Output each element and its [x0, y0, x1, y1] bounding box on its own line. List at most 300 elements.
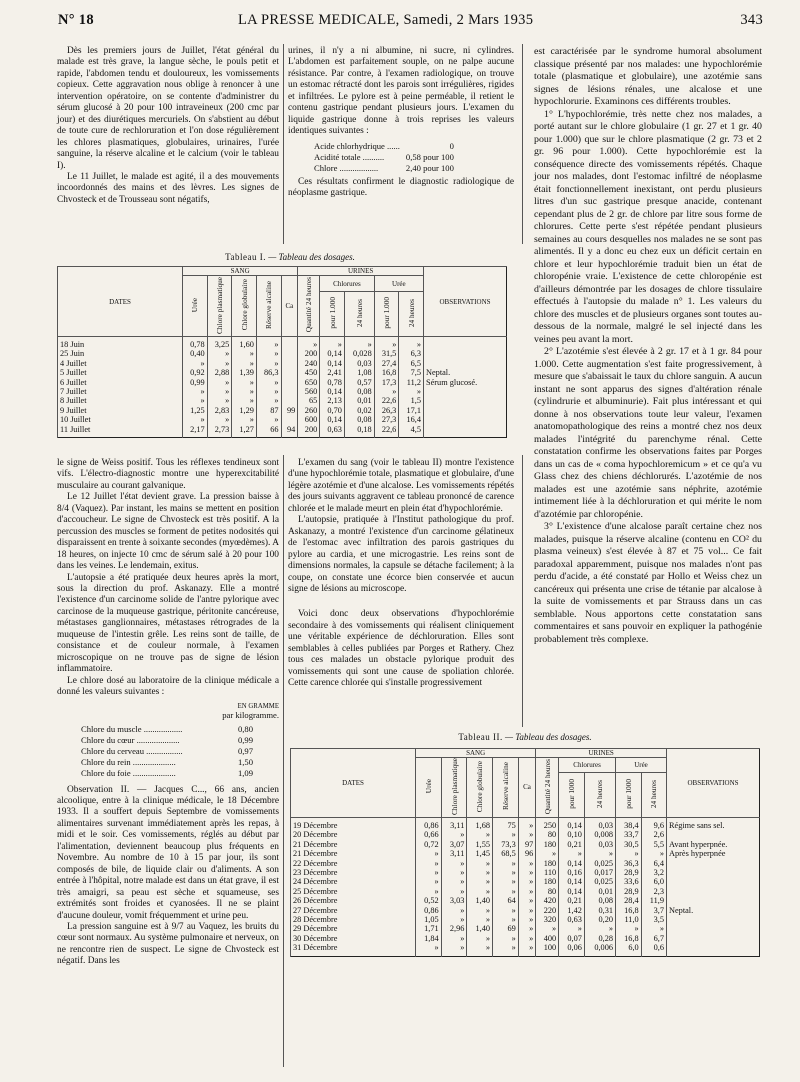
observation-cell: Neptal. — [424, 368, 507, 377]
header-24-heures: 24 heures — [354, 298, 364, 328]
value-cell: » — [256, 415, 281, 424]
date-cell: 18 Juin — [58, 337, 183, 350]
value-cell: 0,14 — [559, 817, 585, 830]
value-cell: 1,84 — [416, 934, 442, 943]
value-cell: 68,5 — [493, 849, 519, 858]
observation-cell: Après hyperpnée — [667, 849, 760, 858]
value-cell: 64 — [493, 896, 519, 905]
value-cell: 30,5 — [616, 840, 642, 849]
value-cell: 0,66 — [416, 830, 442, 839]
value-cell: » — [641, 924, 666, 933]
value-cell: » — [467, 830, 493, 839]
value-cell: 6,4 — [641, 859, 666, 868]
value-cell: 0,86 — [416, 906, 442, 915]
page-number: 343 — [740, 12, 763, 28]
column-rule — [283, 44, 284, 244]
value-cell: » — [183, 359, 208, 368]
value-cell: » — [441, 859, 467, 868]
gastric-row: Chlore .................. 2,40 pour 100 — [314, 162, 454, 173]
paragraph: Le 12 Juillet l'état devient grave. La pression baisse à 8/4 (Vaquez). Par instant, les mains se mettent en position d'accoucheur. Le signe de Chvosteck est très positif. A la percussion des muscles se forment de petites nodosités qui disparaissent en trente à soixante secondes (myœdèmes). A 18 heures, on injecte 10 cmc de sérum salé à 20 pour 100 dans les veines. Le lendemain, exitus. — [57, 492, 279, 572]
value-cell: 0,14 — [559, 887, 585, 896]
value-cell: » — [616, 924, 642, 933]
table-row — [291, 915, 760, 924]
value-cell: » — [559, 924, 585, 933]
value-cell: » — [256, 349, 281, 358]
value-cell — [281, 368, 298, 377]
table-row — [58, 378, 507, 387]
value-cell: » — [441, 877, 467, 886]
header-uree: Urée — [423, 779, 433, 794]
observation-cell — [667, 887, 760, 896]
value-cell: 0,78 — [183, 337, 208, 350]
tissue-row: Chlore du cerveau ................. 0,97 — [81, 745, 253, 756]
paragraph: Le 11 Juillet, le malade est agité, il a des mouvements incoordonnés des mains et des lèvres. Les signes de Chvosteck et de Trousseau sont négatifs, — [57, 171, 279, 205]
value-cell: » — [374, 387, 399, 396]
date-cell: 20 Décembre — [291, 830, 416, 839]
value-cell: 96 — [518, 849, 535, 858]
value-cell: 0,07 — [559, 934, 585, 943]
value-cell: » — [298, 337, 320, 350]
value-cell: 0,21 — [559, 840, 585, 849]
header-chlorures: Chlorures — [320, 276, 374, 292]
value-cell: 28,4 — [616, 896, 642, 905]
paragraph: L'examen du sang (voir le tableau II) montre l'existence d'une hypochlorémie totale, plasmatique et globulaire, d'une légère azotémie et d'une alcalose. Les vomissements répétés des jours suivants aggravent ce tableau prononcé de carence chlorée et le malade meurt en plein état d'hypochlorémie. — [288, 458, 514, 514]
value-cell: 0,28 — [584, 934, 615, 943]
table-row — [291, 840, 760, 849]
date-cell: 25 Décembre — [291, 887, 416, 896]
value-cell: » — [374, 337, 399, 350]
value-cell: 1,55 — [467, 840, 493, 849]
header-urines: URINES — [536, 749, 667, 758]
table-row — [291, 877, 760, 886]
value-cell: 16,8 — [616, 906, 642, 915]
value-cell: 0,31 — [584, 906, 615, 915]
value-cell: 0,40 — [183, 349, 208, 358]
observation-cell: Avant hyperpnée. — [667, 840, 760, 849]
value-cell: » — [536, 924, 559, 933]
value-cell — [281, 415, 298, 424]
value-cell: » — [616, 849, 642, 858]
value-cell: 0,78 — [320, 378, 345, 387]
value-cell: 560 — [298, 387, 320, 396]
value-cell: » — [183, 396, 208, 405]
tissue-row: Chlore du cœur .................... 0,99 — [81, 734, 253, 745]
value-cell: 75 — [493, 817, 519, 830]
value-cell: » — [416, 859, 442, 868]
table-row — [291, 934, 760, 943]
value-cell: 3,11 — [441, 817, 467, 830]
paragraph: Ces résultats confirment le diagnostic radiologique de néoplasme gastrique. — [288, 176, 514, 199]
value-cell: 3,07 — [441, 840, 467, 849]
value-cell: 200 — [298, 349, 320, 358]
observation-cell — [667, 924, 760, 933]
value-cell: 0,025 — [584, 859, 615, 868]
value-cell: 1,60 — [232, 337, 257, 350]
value-cell: 3,03 — [441, 896, 467, 905]
value-cell: » — [518, 915, 535, 924]
header-pour-1000: pour 1.000 — [382, 297, 392, 329]
value-cell: 1,71 — [416, 924, 442, 933]
table-row — [58, 337, 507, 350]
date-cell: 7 Juillet — [58, 387, 183, 396]
value-cell: » — [518, 924, 535, 933]
observation-cell — [424, 425, 507, 438]
value-cell: » — [441, 943, 467, 956]
value-cell: 31,5 — [374, 349, 399, 358]
date-cell: 9 Juillet — [58, 406, 183, 415]
gastric-values — [314, 141, 514, 174]
date-cell: 27 Décembre — [291, 906, 416, 915]
table-row — [58, 406, 507, 415]
value-cell: 0,10 — [559, 830, 585, 839]
value-cell: 0,14 — [320, 387, 345, 396]
value-cell: » — [441, 830, 467, 839]
table-1 — [57, 266, 507, 438]
value-cell: 3,5 — [641, 915, 666, 924]
value-cell: » — [207, 378, 232, 387]
header-uree: Urée — [190, 297, 200, 313]
header-24-heures: 24 heures — [406, 298, 416, 328]
observation-cell — [424, 415, 507, 424]
value-cell: » — [467, 877, 493, 886]
value-cell: 86,3 — [256, 368, 281, 377]
value-cell: 0,86 — [416, 817, 442, 830]
value-cell: » — [441, 887, 467, 896]
date-cell: 5 Juillet — [58, 368, 183, 377]
table-row — [291, 817, 760, 830]
header-chlorures: Chlorures — [559, 758, 616, 773]
observation-cell — [667, 896, 760, 905]
value-cell: » — [493, 906, 519, 915]
column-3 — [534, 46, 762, 646]
header-pour-1000: pour 1000 — [567, 779, 577, 809]
value-cell: » — [232, 387, 257, 396]
observation-cell: Régime sans sel. — [667, 817, 760, 830]
value-cell: » — [441, 934, 467, 943]
value-cell: 33,6 — [616, 877, 642, 886]
value-cell: 1,68 — [467, 817, 493, 830]
value-cell: 180 — [536, 840, 559, 849]
table-row — [291, 887, 760, 896]
value-cell: 1,39 — [232, 368, 257, 377]
value-cell: 2,3 — [641, 887, 666, 896]
table-2-caption: Tableau II. — Tableau des dosages. — [458, 732, 592, 742]
value-cell: 1,40 — [467, 924, 493, 933]
observation-cell: Neptal. — [667, 906, 760, 915]
date-cell: 22 Décembre — [291, 859, 416, 868]
date-cell: 23 Décembre — [291, 868, 416, 877]
value-cell: 450 — [298, 368, 320, 377]
table-row — [58, 396, 507, 405]
value-cell: 0,6 — [641, 943, 666, 956]
value-cell: » — [207, 415, 232, 424]
value-cell: 6,3 — [399, 349, 424, 358]
date-cell: 29 Décembre — [291, 924, 416, 933]
value-cell: 0,03 — [584, 840, 615, 849]
value-cell: 650 — [298, 378, 320, 387]
value-cell: » — [536, 849, 559, 858]
value-cell: 16,8 — [616, 934, 642, 943]
value-cell: » — [559, 849, 585, 858]
value-cell: 1,08 — [344, 368, 374, 377]
value-cell: » — [232, 396, 257, 405]
header-uree-urinaire: Urée — [616, 758, 667, 773]
paragraph: Voici donc deux observations d'hypochlorémie secondaire à des vomissements qui réalisent cliniquement une véritable expérience de déchloruration. Elles sont semblables à celles publiées par Porges et Rathery. Chez tous ces malades un obstacle pylorique produit des vomissements qui sont une cause de spoliation chlorée. Cette carence chlorée qui s'installe progressivement — [288, 609, 514, 689]
value-cell: 5,5 — [641, 840, 666, 849]
value-cell: 26,3 — [374, 406, 399, 415]
value-cell: 0,08 — [584, 896, 615, 905]
value-cell: » — [467, 943, 493, 956]
value-cell: 0,025 — [584, 877, 615, 886]
value-cell: » — [183, 415, 208, 424]
header-dates: DATES — [58, 267, 183, 337]
tissue-row: Chlore du rein .................... 1,50 — [81, 756, 253, 767]
header-sang: SANG — [183, 267, 298, 276]
value-cell: 28,9 — [616, 887, 642, 896]
value-cell: » — [584, 924, 615, 933]
value-cell: » — [493, 868, 519, 877]
value-cell — [281, 337, 298, 350]
value-cell: 6,0 — [641, 877, 666, 886]
date-cell: 26 Décembre — [291, 896, 416, 905]
table-2 — [290, 748, 760, 957]
value-cell: 250 — [536, 817, 559, 830]
column-rule — [283, 455, 284, 1067]
value-cell: 2,88 — [207, 368, 232, 377]
value-cell: 69 — [493, 924, 519, 933]
column-rule — [522, 44, 523, 244]
value-cell: » — [320, 337, 345, 350]
value-cell: » — [518, 887, 535, 896]
table-row — [58, 415, 507, 424]
header-observations: OBSERVATIONS — [667, 749, 760, 818]
value-cell: » — [467, 859, 493, 868]
value-cell: 87 — [256, 406, 281, 415]
gastric-row: Acide chlorhydrique ...... 0 — [314, 140, 454, 151]
value-cell: 38,4 — [616, 817, 642, 830]
value-cell: » — [441, 915, 467, 924]
value-cell: 0,52 — [416, 896, 442, 905]
value-cell: 1,5 — [399, 396, 424, 405]
value-cell: » — [207, 349, 232, 358]
value-cell: » — [493, 915, 519, 924]
value-cell: 4,5 — [399, 425, 424, 438]
header-uree-urinaire: Urée — [374, 276, 423, 292]
value-cell: 2,96 — [441, 924, 467, 933]
issue-number: N° 18 — [58, 12, 94, 28]
table-row — [58, 387, 507, 396]
value-cell: » — [256, 337, 281, 350]
value-cell: 0,006 — [584, 943, 615, 956]
column-1-top — [57, 46, 279, 206]
value-cell: 1,05 — [416, 915, 442, 924]
value-cell: 1,40 — [467, 896, 493, 905]
value-cell: 0,72 — [416, 840, 442, 849]
date-cell: 21 Décembre — [291, 849, 416, 858]
value-cell: » — [256, 387, 281, 396]
tissue-row: Chlore du muscle .................. 0,80 — [81, 723, 253, 734]
table-2-body — [291, 817, 760, 956]
value-cell: 97 — [518, 840, 535, 849]
column-2-bottom — [288, 458, 514, 690]
value-cell — [281, 378, 298, 387]
value-cell: 22,6 — [374, 396, 399, 405]
value-cell: 180 — [536, 859, 559, 868]
value-cell: » — [467, 915, 493, 924]
header-24-heures: 24 heures — [649, 779, 659, 809]
date-cell: 21 Décembre — [291, 840, 416, 849]
value-cell: 0,14 — [320, 415, 345, 424]
table-1-caption: Tableau I. — Tableau des dosages. — [225, 252, 355, 262]
value-cell: » — [518, 896, 535, 905]
value-cell: » — [518, 906, 535, 915]
observation-cell: Sérum glucosé. — [424, 378, 507, 387]
value-cell: 11,2 — [399, 378, 424, 387]
value-cell: 0,18 — [344, 425, 374, 438]
value-cell: 0,017 — [584, 868, 615, 877]
value-cell: » — [256, 396, 281, 405]
observation-cell — [424, 337, 507, 350]
paragraph: 3° L'existence d'une alcalose paraît certaine chez nos malades, puisque la réserve alcaline (contenu en CO² du plasma veineux) s'est élevée à 87 et 75 vol... Ce fait paradoxal apparemment, puisque nos malades n'ont pas perdu d'acide, a été constaté par Hollo et Weiss chez un cancéreux qui présenta une crise de tétanie par alcalose à la suite de vomissements et par Strauss dans un cas semblable. Nous apportons cette constatation sans commentaires et sans pouvoir en expliquer la pathogénie probablement très complexe. — [534, 521, 762, 645]
value-cell: 27,3 — [374, 415, 399, 424]
header-urines: URINES — [298, 267, 424, 276]
value-cell: 99 — [281, 406, 298, 415]
value-cell: » — [416, 868, 442, 877]
observation-cell — [667, 934, 760, 943]
value-cell: 73,3 — [493, 840, 519, 849]
value-cell: 0,63 — [559, 915, 585, 924]
value-cell: 1,29 — [232, 406, 257, 415]
table-row — [291, 830, 760, 839]
value-cell: 16,8 — [374, 368, 399, 377]
header-pour-1000: pour 1.000 — [327, 297, 337, 329]
date-cell: 11 Juillet — [58, 425, 183, 438]
value-cell: » — [416, 877, 442, 886]
value-cell: 0,08 — [344, 387, 374, 396]
gastric-row: Acidité totale .......... 0,58 pour 100 — [314, 151, 454, 162]
header-quantite: Quantité 24 heures — [304, 277, 314, 333]
observation-cell — [424, 396, 507, 405]
header-pour-1000: pour 1000 — [623, 779, 633, 809]
value-cell: 0,06 — [559, 943, 585, 956]
value-cell: 0,02 — [344, 406, 374, 415]
value-cell: 6,0 — [616, 943, 642, 956]
value-cell: » — [232, 349, 257, 358]
value-cell: 0,14 — [559, 877, 585, 886]
value-cell: 1,45 — [467, 849, 493, 858]
value-cell: 1,27 — [232, 425, 257, 438]
value-cell: » — [493, 887, 519, 896]
value-cell: 7,5 — [399, 368, 424, 377]
observation-cell — [667, 830, 760, 839]
tissue-chlorine-values — [81, 724, 253, 779]
value-cell: 0,57 — [344, 378, 374, 387]
value-cell: » — [584, 849, 615, 858]
value-cell: » — [232, 415, 257, 424]
value-cell: » — [493, 943, 519, 956]
value-cell: 65 — [298, 396, 320, 405]
paragraph: Le chlore dosé au laboratoire de la clinique médicale a donné les valeurs suivantes : — [57, 675, 279, 698]
paragraph: 2° L'azotémie s'est élevée à 2 gr. 17 et à 1 gr. 84 pour 1.000. Cette augmentation s'est faite progressivement, à mesure que s'abaissait le taux du chlore sanguin. A aucun instant ne sont apparus des signes d'altération rénale (cylindrurie et albuminurie). Fait plus intéressant et qui donne à nos observations toute leur valeur, l'examen anatomopathologique des reins a montré chez nos deux malades l'intégrité du parenchyme rénal. Cette constatation confirme les observations faites par Porges dans un cas de « coma hypochloremicum » et ce qu'a vu Glass chez des chiens déchlorurés. L'azotémie de nos malades est une azotémie sans néphrite, azotémie intimement liée à la déchloruration et qui mérite le nom d'azotémie par chloropénie. — [534, 346, 762, 520]
table-1-body — [58, 337, 507, 438]
value-cell: 6,7 — [641, 934, 666, 943]
observation-cell — [424, 387, 507, 396]
value-cell: » — [207, 387, 232, 396]
observation-cell — [667, 943, 760, 956]
date-cell: 4 Juillet — [58, 359, 183, 368]
date-cell: 8 Juillet — [58, 396, 183, 405]
value-cell: » — [518, 817, 535, 830]
value-cell: 600 — [298, 415, 320, 424]
value-cell: 110 — [536, 868, 559, 877]
value-cell: 2,6 — [641, 830, 666, 839]
table-row — [58, 368, 507, 377]
value-cell: 0,03 — [584, 817, 615, 830]
value-cell: » — [232, 359, 257, 368]
value-cell: 11,0 — [616, 915, 642, 924]
value-cell: 3,25 — [207, 337, 232, 350]
value-cell: 6,5 — [399, 359, 424, 368]
value-cell: » — [467, 934, 493, 943]
value-cell: » — [183, 387, 208, 396]
value-cell: 0,16 — [559, 868, 585, 877]
value-cell: » — [344, 337, 374, 350]
value-cell: » — [441, 906, 467, 915]
value-cell: 0,028 — [344, 349, 374, 358]
value-cell: » — [467, 887, 493, 896]
tissue-unit: EN GRAMME par kilogramme. — [222, 702, 279, 720]
paragraph: Observation II. — Jacques C..., 66 ans, ancien alcoolique, entre à la clinique médicale, le 18 Décembre 1933. Il a souffert depuis Septembre de vomissements alimentaires survenant immédiatement après les repas, à midi et le soir. Ces vomissements, réglés au début par l'alimentation, deviennent beaucoup plus fréquents en Novembre. Au nombre de 10 à 15 par jour, ils sont composés de bile, de liquide clair ou d'aliments. A son entrée à l'hôpital, notre malade est dans un état grave, il est très amaigri, sa peau est sèche et squameuse, ses extrémités sont froides et cyanosées. Il ne se plaint d'aucune douleur, vomit fréquemment et urine peu. — [57, 784, 279, 921]
table-row — [291, 849, 760, 858]
value-cell: » — [493, 877, 519, 886]
value-cell: 180 — [536, 877, 559, 886]
column-rule — [522, 455, 523, 727]
value-cell: » — [207, 396, 232, 405]
header-dates: DATES — [291, 749, 416, 818]
value-cell: » — [518, 859, 535, 868]
value-cell: » — [399, 337, 424, 350]
observation-cell — [667, 859, 760, 868]
value-cell: 17,1 — [399, 406, 424, 415]
observation-cell — [667, 915, 760, 924]
value-cell: 2,73 — [207, 425, 232, 438]
paragraph: urines, il n'y a ni albumine, ni sucre, ni cylindres. L'abdomen est parfaitement souple, on ne palpe aucune résistance. Par contre, à l'examen radiologique, on trouve un estomac rétracté dont les parois sont irrégulières, rigides et infiltrées. Le pylore est à peine perméable, il retient le contenu gastrique pendant plusieurs jours. L'examen du liquide gastrique donne à trois reprises les valeurs identiques suivantes : — [288, 46, 514, 137]
value-cell: » — [518, 934, 535, 943]
observation-cell — [667, 868, 760, 877]
journal-title: LA PRESSE MEDICALE, Samedi, 2 Mars 1935 — [238, 12, 534, 28]
value-cell: » — [467, 868, 493, 877]
value-cell: 22,6 — [374, 425, 399, 438]
table-row — [58, 349, 507, 358]
value-cell: 17,3 — [374, 378, 399, 387]
table-row — [291, 924, 760, 933]
value-cell: 240 — [298, 359, 320, 368]
observation-cell — [424, 359, 507, 368]
value-cell: » — [493, 934, 519, 943]
date-cell: 24 Décembre — [291, 877, 416, 886]
header-observations: OBSERVATIONS — [424, 267, 507, 337]
value-cell: 220 — [536, 906, 559, 915]
value-cell: » — [493, 859, 519, 868]
value-cell: 27,4 — [374, 359, 399, 368]
header-ca: Ca — [281, 276, 298, 337]
column-1-bottom — [57, 458, 279, 968]
value-cell: 16,4 — [399, 415, 424, 424]
observation-cell — [424, 406, 507, 415]
value-cell — [281, 396, 298, 405]
table-row — [291, 859, 760, 868]
header-24-heures: 24 heures — [595, 779, 605, 809]
